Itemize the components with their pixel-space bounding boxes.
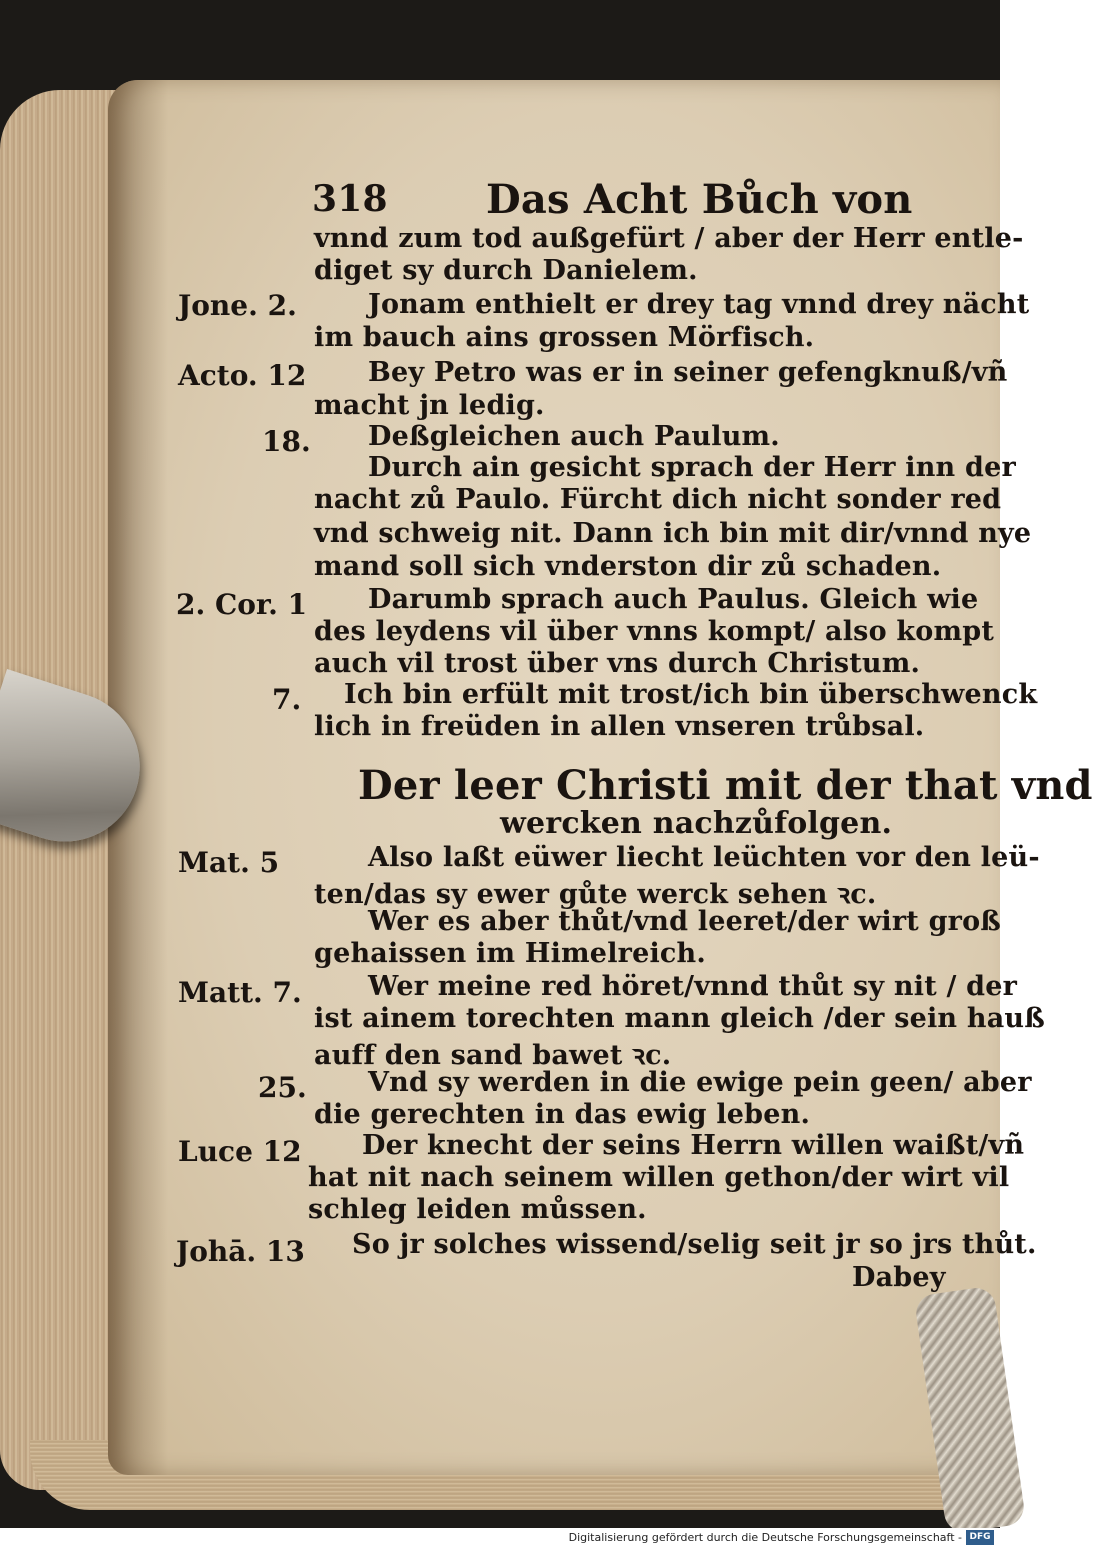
text-line: Vnd sy werden in die ewige pein geen/ aber bbox=[368, 1067, 1032, 1098]
footer-credit: Digitalisierung gefördert durch die Deutsche Forschungsgemeinschaft - bbox=[568, 1531, 962, 1544]
margin-note: Jone. 2. bbox=[178, 289, 297, 322]
text-line: vnd schweig nit. Dann ich bin mit dir/vnnd nye bbox=[314, 518, 1032, 549]
text-line: gehaissen im Himelreich. bbox=[314, 938, 706, 969]
margin-note: Matt. 7. bbox=[178, 976, 302, 1009]
text-line: schleg leiden můssen. bbox=[308, 1194, 647, 1225]
running-title: Das Acht Bůch von bbox=[486, 176, 913, 223]
section-heading: Der leer Christi mit der that vnd bbox=[358, 762, 1093, 809]
text-line: im bauch ains grossen Mörfisch. bbox=[314, 322, 815, 353]
text-line: Wer meine red höret/vnnd thůt sy nit / der bbox=[368, 971, 1018, 1002]
text-line: ten/das sy ewer gůte werck sehen ꝛc. bbox=[314, 879, 877, 910]
text-line: auch vil trost über vns durch Christum. bbox=[314, 648, 921, 679]
text-line: Der knecht der seins Herrn willen waißt/vñ bbox=[362, 1130, 1025, 1161]
text-line: ist ainem torechten mann gleich /der sein hauß bbox=[314, 1003, 1045, 1034]
text-line: Durch ain gesicht sprach der Herr inn der bbox=[368, 452, 1016, 483]
text-line: macht jn ledig. bbox=[314, 390, 545, 421]
margin-note: Luce 12 bbox=[178, 1135, 302, 1168]
text-line: Deßgleichen auch Paulum. bbox=[368, 421, 780, 452]
footer-bar bbox=[0, 1528, 1000, 1549]
text-line: Jonam enthielt er drey tag vnnd drey nächt bbox=[368, 289, 1030, 320]
margin-note: Johā. 13 bbox=[176, 1235, 305, 1268]
text-line: vnnd zum tod außgefürt / aber der Herr entle- bbox=[314, 223, 1024, 254]
text-line: diget sy durch Danielem. bbox=[314, 255, 698, 286]
text-line: nacht zů Paulo. Fürcht dich nicht sonder red bbox=[314, 484, 1002, 515]
text-line: die gerechten in das ewig leben. bbox=[314, 1099, 811, 1130]
text-line: So jr solches wissend/selig seit jr so jrs thůt. bbox=[352, 1229, 1037, 1260]
margin-note: 18. bbox=[262, 425, 311, 458]
text-line: auff den sand bawet ꝛc. bbox=[314, 1040, 672, 1071]
text-line: Also laßt eüwer liecht leüchten vor den leü- bbox=[368, 842, 1040, 873]
text-line: lich in freüden in allen vnseren trůbsal. bbox=[314, 711, 925, 742]
text-line: hat nit nach seinem willen gethon/der wirt vil bbox=[308, 1162, 1010, 1193]
page-number: 318 bbox=[312, 178, 388, 220]
margin-note: 2. Cor. 1 bbox=[176, 588, 308, 621]
margin-note: 25. bbox=[258, 1071, 307, 1104]
margin-note: Mat. 5 bbox=[178, 846, 280, 879]
text-line: mand soll sich vnderston dir zů schaden. bbox=[314, 551, 942, 582]
text-line: des leydens vil über vnns kompt/ also kompt bbox=[314, 616, 995, 647]
text-line: Ich bin erfült mit trost/ich bin überschwenck bbox=[344, 679, 1038, 710]
text-line: Wer es aber thůt/vnd leeret/der wirt groß bbox=[368, 906, 1001, 937]
text-line: Darumb sprach auch Paulus. Gleich wie bbox=[368, 584, 979, 615]
margin-note: 7. bbox=[272, 683, 302, 716]
section-subheading: wercken nachzůfolgen. bbox=[500, 806, 893, 841]
dfg-logo: DFG bbox=[966, 1530, 994, 1545]
catchword: Dabey bbox=[852, 1262, 946, 1293]
margin-note: Acto. 12 bbox=[178, 359, 307, 392]
text-line: Bey Petro was er in seiner gefengknuß/vñ bbox=[368, 357, 1008, 388]
